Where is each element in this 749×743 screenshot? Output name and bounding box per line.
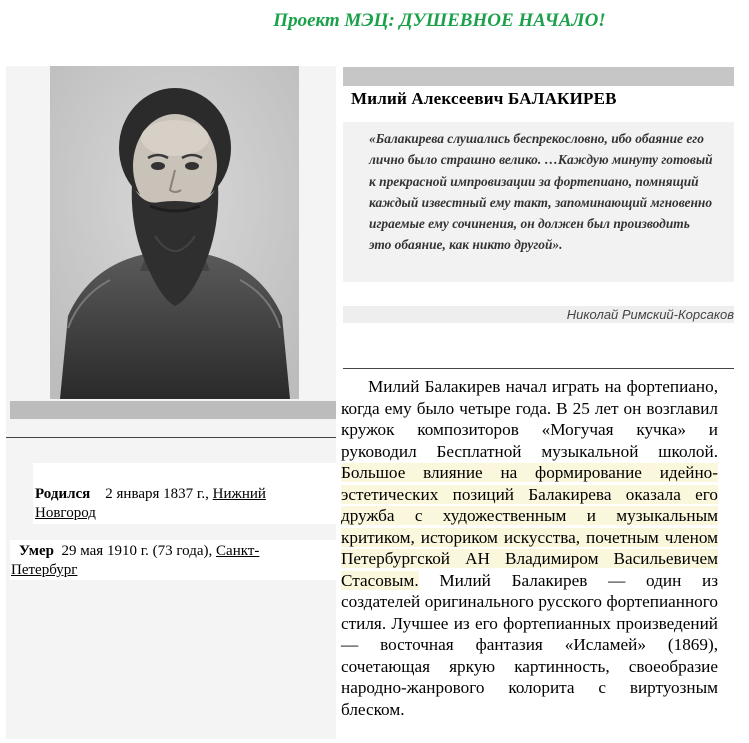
left-divider	[6, 437, 336, 438]
death-info	[11, 542, 311, 580]
born-place-link[interactable]: Нижний Новгород	[35, 486, 266, 521]
died-date: 29 мая 1910 г. (73 года),	[61, 543, 213, 559]
died-place-link[interactable]: Санкт-Петербург	[11, 543, 260, 578]
portrait-photo	[50, 66, 299, 399]
quote-text: «Балакирева слушались беспрекословно, ибо обаяние его лично было страшно велико. …Каждую минуту готовый к прекрасной импровизации за фортепиано, помнящий каждый известный ему такт, запоминающий мгновенно играемые ему сочинения, он должен был производить это обаяние, как никто другой».	[369, 131, 713, 253]
born-label: Родился	[35, 486, 91, 502]
right-top-bar	[343, 67, 734, 86]
bio-part-1: Милий Балакирев начал играть на фортепиано, когда ему было четыре года. В 25 лет он возглавил кружок композиторов «Могучая кучка» и руководил Бесплатной музыкальной школой.	[341, 377, 718, 461]
right-divider	[343, 368, 734, 369]
quote-author: Николай Римский-Корсаков	[343, 306, 734, 323]
bio-part-3: Милий Балакирев — один из создателей оригинального русского фортепианного стиля. Лучшее из его фортепианных произведений — восточная фантазия «Исламей» (1869), сочетающая яркую картинность, своеобразие народно-жанрового колорита с виртуозным блеском.	[341, 570, 718, 719]
birth-info	[35, 485, 325, 523]
bio-part-2: Большое влияние на формирование идейно-эстетических позиций Балакирева оказала его дружба с художественным и музыкальным критиком, историком искусства, почетным членом Петербургской АН Владимиром Васильевичем Стасовым.	[341, 463, 718, 590]
project-title: Проект МЭЦ: ДУШЕВНОЕ НАЧАЛО!	[273, 10, 606, 31]
composer-name: Милий Алексеевич БАЛАКИРЕВ	[351, 89, 617, 108]
portrait-image	[50, 66, 299, 399]
born-date: 2 января 1837 г.,	[105, 486, 209, 502]
biography-text	[341, 376, 718, 720]
left-gray-bar	[10, 401, 336, 419]
died-label: Умер	[19, 543, 54, 559]
